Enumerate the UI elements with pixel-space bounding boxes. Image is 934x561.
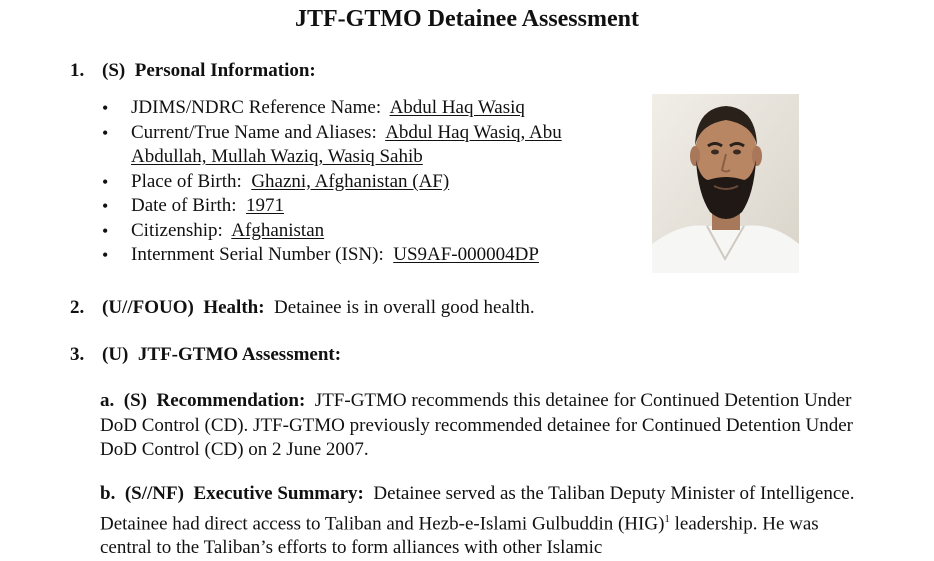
section-2-classification: (U//FOUO) [102, 297, 194, 318]
footnote-marker[interactable]: 1 [664, 512, 670, 525]
para-b-label: b. [100, 483, 116, 504]
section-1-number: 1. [70, 60, 85, 81]
field-value: Abdul Haq Wasiq, Abu Abdullah, Mullah Waziq, Wasiq Sahib [131, 121, 562, 167]
field-label: Date of Birth: [131, 195, 237, 216]
section-1-heading [70, 60, 316, 82]
section-2-title: Health: [203, 297, 265, 318]
section-2-heading [70, 297, 535, 319]
list-item [100, 170, 620, 195]
field-value: Abdul Haq Wasiq [389, 97, 525, 118]
para-b-text-2: leadership. He was central to the Taliban’s efforts to form alliances with other Islamic [100, 512, 819, 559]
section-1-classification: (S) [102, 60, 126, 81]
personal-info-list [100, 96, 620, 268]
section-3-classification: (U) [102, 344, 129, 365]
field-value: 1971 [246, 195, 285, 216]
para-a-text: JTF-GTMO recommends this detainee for Continued Detention Under DoD Control (CD). JTF-GTMO previously recommended detainee for Continued Detention Under DoD Control (CD) on 2 June 2007. [100, 390, 853, 460]
executive-summary-paragraph [100, 482, 860, 561]
field-label: JDIMS/NDRC Reference Name: [131, 97, 382, 118]
para-b-heading: Executive Summary: [193, 483, 364, 504]
list-item [100, 243, 620, 268]
field-value: Afghanistan [231, 219, 325, 241]
para-b-text-1: Detainee served as the Taliban Deputy Minister of Intelligence. Detainee had direct access to Taliban and Hezb-e-Islami Gulbuddin (HIG) [100, 483, 855, 534]
recommendation-paragraph [100, 389, 860, 463]
list-item [100, 96, 620, 121]
para-b-classification: (S//NF) [124, 483, 184, 504]
field-value: US9AF-000004DP [393, 244, 539, 265]
section-1-title: Personal Information: [134, 60, 316, 81]
field-label: Place of Birth: [131, 170, 242, 192]
field-label: Citizenship: [131, 219, 223, 241]
para-a-heading: Recommendation: [156, 390, 306, 411]
detainee-photo [652, 94, 799, 273]
field-label: Internment Serial Number (ISN): [131, 244, 384, 265]
field-label: Current/True Name and Aliases: [131, 121, 377, 143]
section-3-number: 3. [70, 344, 85, 365]
section-2-number: 2. [70, 297, 85, 318]
para-a-label: a. [100, 390, 115, 411]
list-item [100, 121, 620, 170]
para-a-classification: (S) [123, 390, 147, 411]
list-item [100, 194, 620, 219]
health-text: Detainee is in overall good health. [274, 297, 535, 318]
list-item [100, 219, 620, 244]
section-3-heading [70, 344, 341, 366]
section-3-title: JTF-GTMO Assessment: [137, 344, 342, 365]
document-title: JTF-GTMO Detainee Assessment [295, 6, 639, 32]
field-value: Ghazni, Afghanistan (AF) [251, 170, 450, 192]
